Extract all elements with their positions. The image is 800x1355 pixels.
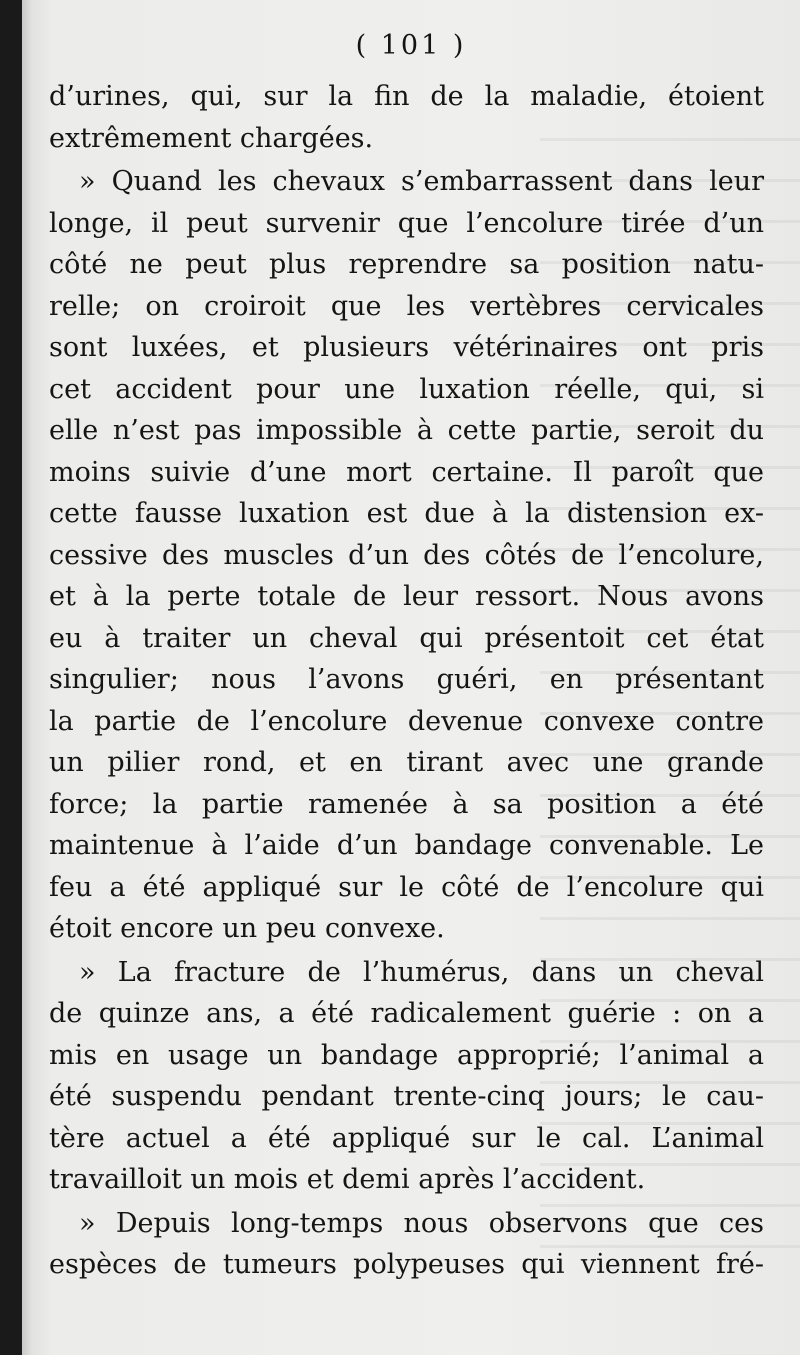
page-body-text xyxy=(49,76,764,1286)
text-line: feu a été appliqué sur le côté de l’encolure qui xyxy=(49,871,764,903)
text-line: extrêmement chargées. xyxy=(49,122,374,154)
text-line: » Quand les chevaux s’embarrassent dans leur xyxy=(79,166,764,197)
text-line: relle; on croiroit que les vertèbres cervicales xyxy=(49,290,764,322)
text-line: tère actuel a été appliqué sur le cal. L’animal xyxy=(49,1122,764,1154)
text-line: cette fausse luxation est due à la distension ex- xyxy=(49,498,764,529)
text-line: cet accident pour une luxation réelle, qui, si xyxy=(49,373,764,405)
text-line: eu à traiter un cheval qui présentoit cet état xyxy=(49,622,764,654)
text-line: mis en usage un bandage approprié; l’animal a xyxy=(49,1039,764,1071)
text-line: cessive des muscles d’un des côtés de l’encolure, xyxy=(49,539,764,571)
text-line: et à la perte totale de leur ressort. Nous avons xyxy=(49,581,764,612)
text-line: côté ne peut plus reprendre sa position natu- xyxy=(49,249,764,280)
text-line: moins suivie d’une mort certaine. Il paroît que xyxy=(49,456,764,488)
text-line: singulier; nous l’avons guéri, en présentant xyxy=(49,664,764,695)
text-line: été suspendu pendant trente-cinq jours; le cau- xyxy=(49,1081,764,1112)
text-line: espèces de tumeurs polypeuses qui viennent fré- xyxy=(49,1249,764,1280)
text-line: étoit encore un peu convexe. xyxy=(49,913,445,944)
text-line: elle n’est pas impossible à cette partie, seroit du xyxy=(49,415,764,446)
text-line: force; la partie ramenée à sa position a été xyxy=(49,788,764,820)
text-line: maintenue à l’aide d’un bandage convenable. Le xyxy=(49,830,764,861)
book-page xyxy=(22,0,800,1355)
text-line: la partie de l’encolure devenue convexe contre xyxy=(49,705,764,737)
text-line: longe, il peut survenir que l’encolure tirée d’un xyxy=(49,207,764,239)
text-line: un pilier rond, et en tirant avec une grande xyxy=(49,747,764,778)
text-line: » Depuis long-temps nous observons que ces xyxy=(79,1207,764,1239)
text-line: sont luxées, et plusieurs vétérinaires ont pris xyxy=(49,332,764,363)
text-line: travailloit un mois et demi après l’accident. xyxy=(49,1164,646,1195)
text-line: » La fracture de l’humérus, dans un cheval xyxy=(79,956,764,988)
text-line: de quinze ans, a été radicalement guérie : on a xyxy=(49,998,764,1029)
text-line: d’urines, qui, sur la fin de la maladie, étoient xyxy=(49,81,764,112)
page-number: ( 101 ) xyxy=(355,30,467,61)
